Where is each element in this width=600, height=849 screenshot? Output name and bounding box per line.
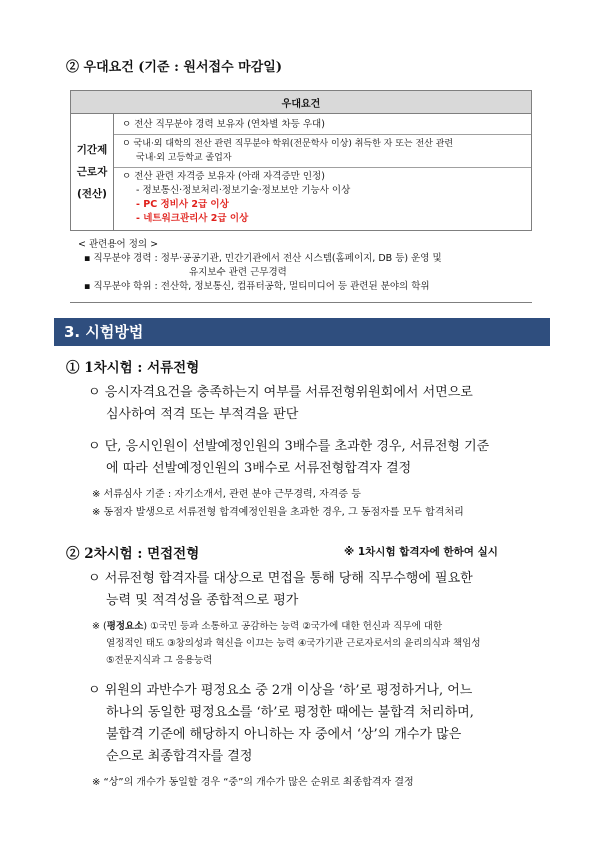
eval-prefix: ※ ( [92,621,107,632]
preference-table [70,90,532,231]
req-career: ㅇ 전산 직무분야 경력 보유자 (연차별 차등 우대) [122,119,325,130]
second-exam-title: ② 2차시험 : 면접전형 [66,546,200,562]
eval-line: ) ①국민 등과 소통하고 공감하는 능력 ②국가에 대한 헌신과 직무에 대한 [143,621,443,632]
para-line: ㅇ 응시자격요건을 충족하는지 여부를 서류전형위원회에서 서면으로 [88,385,473,400]
req-degree: ㅇ 국내·외 대학의 전산 관련 직무분야 학위(전문학사 이상) 취득한 자 또는 전산 관련 [122,139,454,149]
first-exam-para [88,436,489,480]
first-exam-title: ① 1차시험 : 서류전형 [66,360,200,376]
category-line: 기간제 [76,144,108,156]
evaluation-factors [92,618,481,669]
final-note: ※ “상”의 개수가 동일할 경우 “중”의 개수가 많은 순위로 최종합격자 결정 [92,777,414,788]
eval-line: 열정적인 태도 ③창의성과 혁신을 이끄는 능력 ④국가기관 근로자로서의 윤리의식과 책임성 [106,638,481,649]
req-cert: ㅇ 전산 관련 자격증 보유자 (아래 자격증만 인정) [122,171,325,182]
definition-item: ▪ 직무분야 학위 : 전산학, 정보통신, 컴퓨터공학, 멀티미디어 등 관련된 분야의 학위 [84,281,430,292]
category-line: (전산) [77,188,107,200]
para-line: 능력 및 적격성을 종합적으로 평가 [106,593,299,608]
definition-item: ▪ 직무분야 경력 : 정부·공공기관, 민간기관에서 전산 시스템(홈페이지, DB 등) 운영 및 [84,253,442,264]
para-line: 불합격 기준에 해당하지 아니하는 자 중에서 ‘상’의 개수가 많은 [106,727,462,742]
eval-label: 평정요소 [106,621,144,632]
definitions-title: < 관련용어 정의 > [78,239,159,250]
definitions [78,238,538,294]
second-exam-para [88,680,474,768]
table-header: 우대요건 [71,91,532,114]
eval-line: ⑤전문지식과 그 응용능력 [106,655,213,666]
section-3-banner: 3. 시험방법 [54,318,550,346]
para-line: ㅇ 단, 응시인원이 선발예정인원의 3배수를 초과한 경우, 서류전형 기준 [88,439,490,454]
para-line: 하나의 동일한 평정요소를 ‘하’로 평정한 때에는 불합격 처리하며, [106,705,474,720]
requirements-cell [114,114,532,231]
para-line: ㅇ 서류전형 합격자를 대상으로 면접을 통해 당해 직무수행에 필요한 [88,571,473,586]
second-exam-condition: ※ 1차시험 합격자에 한하여 실시 [344,546,498,558]
category-line: 근로자 [76,166,108,178]
second-exam-para [88,568,473,612]
para-line: ㅇ 위원의 과반수가 평정요소 중 2개 이상을 ‘하’로 평정하거나, 어느 [88,683,473,698]
para-line: 심사하여 적격 또는 부적격을 판단 [106,407,299,422]
para-line: 에 따라 선발예정인원의 3배수로 서류전형합격자 결정 [106,461,412,476]
definition-item-cont: 유지보수 관련 근무경력 [189,267,287,278]
req-cert-item: - 네트워크관리사 2급 이상 [136,213,249,224]
req-degree-cont: 국내·외 고등학교 졸업자 [136,153,232,163]
para-line: 순으로 최종합격자를 결정 [106,749,253,764]
req-cert-item: - PC 정비사 2급 이상 [136,199,229,210]
note-line: ※ 동점자 발생으로 서류전형 합격예정인원을 초과한 경우, 그 동점자를 모두 합격처리 [92,507,464,518]
first-exam-notes [92,486,464,522]
req-cert-item: - 정보통신·정보처리·정보기술·정보보안 기능사 이상 [136,185,351,196]
first-exam-para [88,382,473,426]
section-2-title: ② 우대요건 (기준 : 원서접수 마감일) [66,60,282,75]
category-cell [71,114,114,231]
note-line: ※ 서류심사 기준 : 자기소개서, 관련 분야 근무경력, 자격증 등 [92,489,361,500]
